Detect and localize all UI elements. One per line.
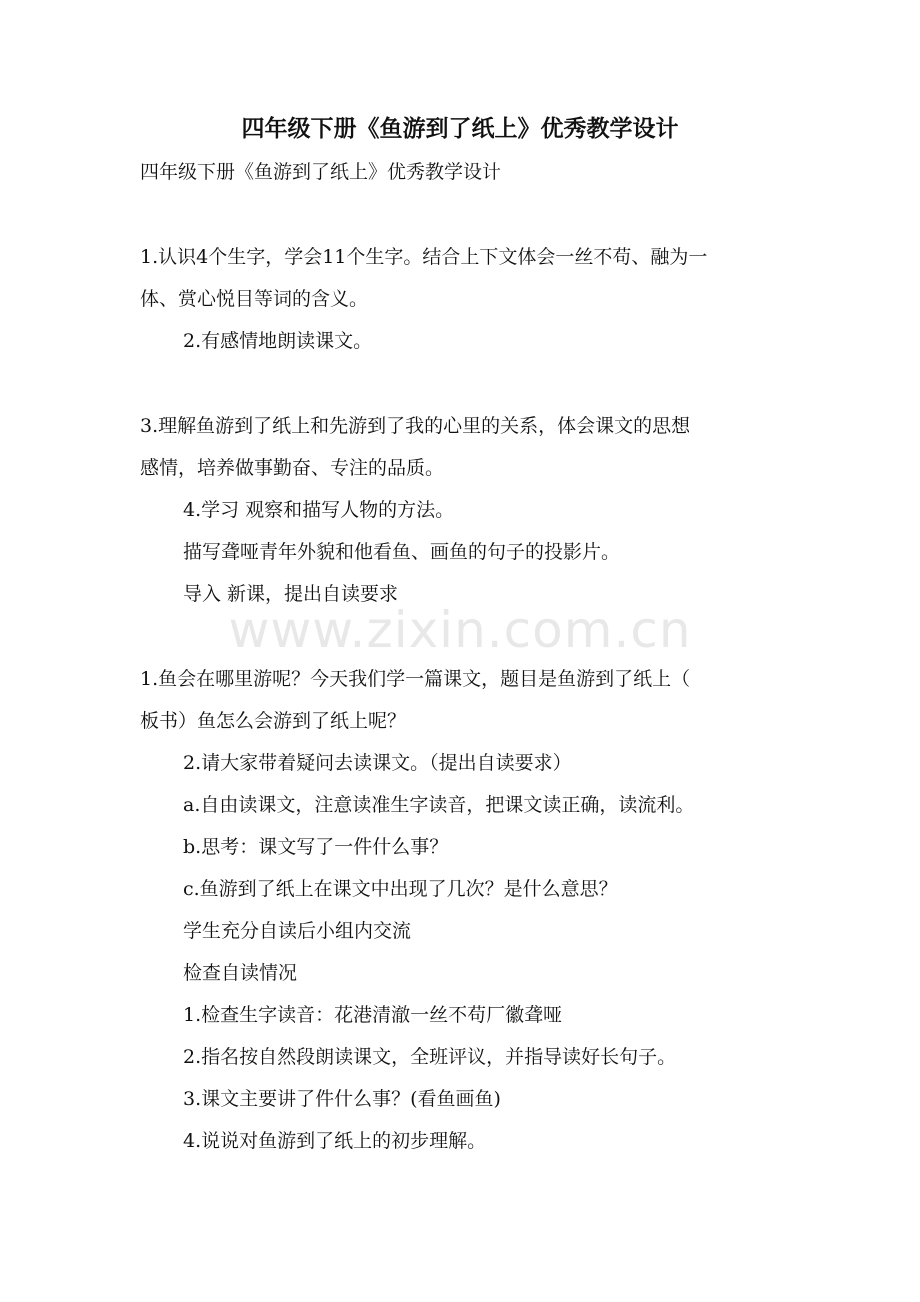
paragraph-line: 2.请大家带着疑问去读课文。（提出自读要求） [183, 752, 572, 774]
paragraph-line: 学生充分自读后小组内交流 [183, 920, 412, 942]
paragraph-line: 1.鱼会在哪里游呢？今天我们学一篇课文，题目是鱼游到了纸上（ [140, 668, 691, 690]
paragraph-line: 导入 新课，提出自读要求 [183, 583, 399, 605]
paragraph-line: 描写聋哑青年外貌和他看鱼、画鱼的句子的投影片。 [183, 541, 621, 563]
paragraph-line: 3.课文主要讲了件什么事？(看鱼画鱼) [183, 1088, 501, 1110]
paragraph-line: 1.认识4个生字，学会11个生字。结合上下文体会一丝不苟、融为一 [140, 246, 708, 268]
paragraph-line: a.自由读课文，注意读准生字读音，把课文读正确，读流利。 [183, 794, 695, 816]
paragraph-line: 2.指名按自然段朗读课文，全班评议，并指导读好长句子。 [183, 1046, 677, 1068]
paragraph-line: 4.说说对鱼游到了纸上的初步理解。 [183, 1130, 487, 1152]
document-title: 四年级下册《鱼游到了纸上》优秀教学设计 [241, 115, 679, 142]
paragraph-line: 2.有感情地朗读课文。 [183, 330, 373, 352]
paragraph-line: 板书）鱼怎么会游到了纸上呢？ [140, 710, 407, 732]
paragraph-line: 体、赏心悦目等词的含义。 [140, 288, 369, 310]
paragraph-line: c.鱼游到了纸上在课文中出现了几次？是什么意思？ [183, 878, 618, 900]
paragraph-line: 感情，培养做事勤奋、专注的品质。 [140, 457, 445, 479]
paragraph-line: 检查自读情况 [183, 962, 298, 984]
paragraph-line: 3.理解鱼游到了纸上和先游到了我的心里的关系，体会课文的思想 [140, 415, 691, 437]
paragraph-line: b.思考：课文写了一件什么事？ [183, 836, 449, 858]
subtitle-line: 四年级下册《鱼游到了纸上》优秀教学设计 [140, 161, 502, 183]
paragraph-line: 1.检查生字读音：花港清澈一丝不苟厂徽聋哑 [183, 1004, 563, 1026]
watermark: www.zixin.com.cn [228, 601, 692, 659]
paragraph-line: 4.学习 观察和描写人物的方法。 [183, 499, 455, 521]
